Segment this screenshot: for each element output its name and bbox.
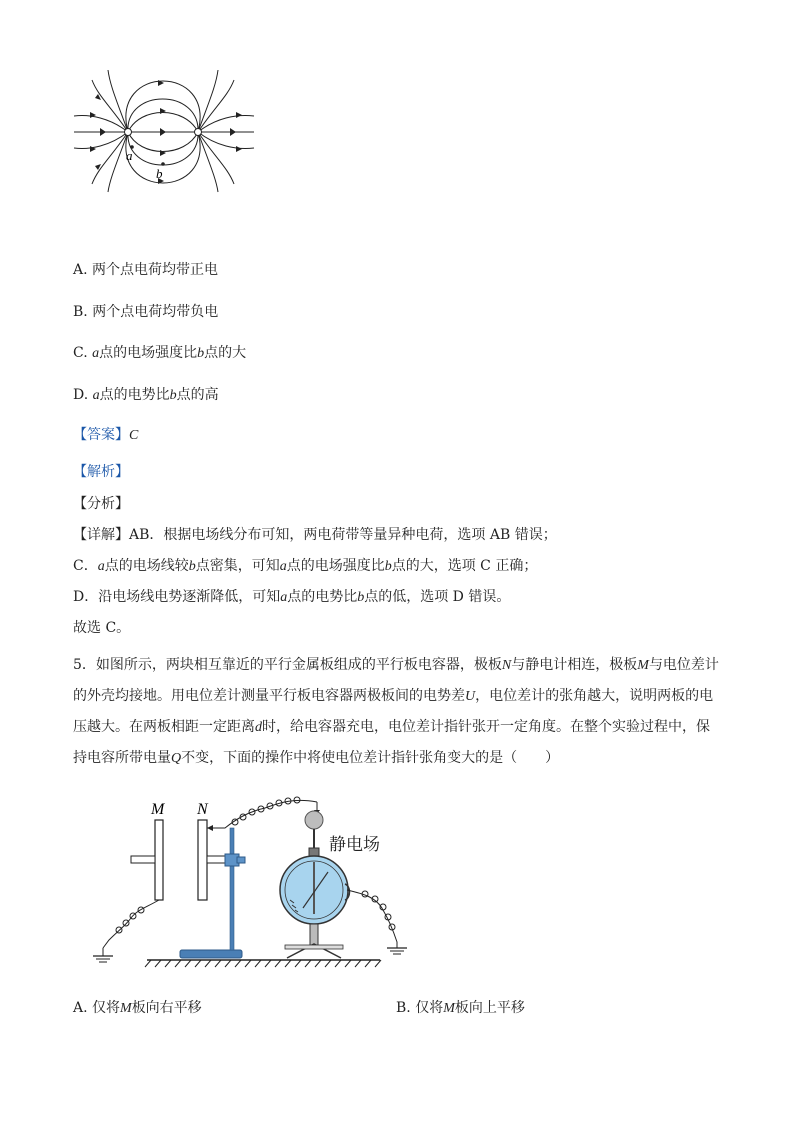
detail-text: 点的电场强度比 [286,558,385,574]
stem-text: ，电位差计的张角越大，说明两板的电压越大。在两板相距一定距离 [73,688,714,735]
detail-label: 【详解】 [73,527,129,543]
var-a: a [279,559,287,574]
arrow-icon [230,128,236,136]
option-letter: B. [396,1000,411,1016]
option-letter: A. [73,262,88,278]
field-lines-figure [70,68,260,193]
option-letter: B. [73,304,88,320]
arrow-icon [160,108,166,114]
capacitor-svg [85,790,415,975]
option-text: 两个点电荷均带正电 [92,262,219,278]
option-d[interactable] [73,385,219,406]
detail-line-2 [73,556,537,577]
option-text: 点的高 [176,387,219,403]
arrow-icon [160,128,166,136]
field-loop-mid-bottom [128,132,198,165]
var-b: b [384,559,392,574]
option-a[interactable] [73,260,218,280]
arrow-icon [236,146,242,152]
conclusion: 故选 C。 [73,620,131,636]
detail-text: D．沿电场线电势逐渐降低，可知 [73,589,281,605]
answer-value: C [129,428,139,443]
arrow-icon [236,112,242,118]
option-text: 板向上平移 [454,1000,525,1016]
stem-text: 不变，下面的操作中将使电位差计指针张角变大的是（ ） [181,750,560,766]
meter-knob [305,811,323,829]
arrow-icon [100,128,106,136]
detail-line-3 [73,587,510,608]
var-m: M [443,1001,455,1016]
q5-stem [73,650,723,774]
charge-right-icon [195,129,202,136]
option-text: 点的电势比 [99,387,170,403]
label-a: a [126,148,133,163]
var-a: a [280,590,288,605]
label-n: N [197,801,208,818]
option-text: 仅将 [415,1000,444,1016]
arrow-icon [160,150,166,156]
wire-to-meter [207,800,317,828]
answer-label: 【答案】 [73,427,129,443]
field-lines-svg [70,68,260,193]
var-m: M [120,1001,132,1016]
stem-text: 时，给电容器充电，电位差计指针张开一定角度。在整个实验过程中，保持电容所带电量 [73,719,710,766]
var-n: N [501,658,512,673]
capacitor-figure [85,790,415,975]
field-loop-mid-top [128,99,198,132]
q5-option-b[interactable] [396,998,525,1019]
option-text: 仅将 [92,1000,121,1016]
detail-text: C． [73,558,98,574]
ground-wire-m [103,900,159,948]
var-d: d [255,720,262,735]
option-text: 点的电场强度比 [99,345,198,361]
detail-text: 点密集，可知 [195,558,280,574]
plate-m [155,820,163,900]
option-c[interactable] [73,343,246,364]
var-q: Q [171,751,182,766]
fenxi-label: 【分析】 [73,496,129,512]
var-a: a [92,388,100,403]
answer-line [73,425,138,446]
label-b: b [156,166,163,181]
detail-text: AB．根据电场线分布可知，两电荷带等量异种电荷，选项 AB 错误； [129,527,557,543]
option-text: 点的大 [204,345,247,361]
plate-m-handle [131,856,155,863]
field-loop-inner-bottom [128,132,198,152]
option-text: 两个点电荷均带负电 [92,304,219,320]
stem-text: 如图所示，两块相互靠近的平行金属板组成的平行板电容器，极板 [95,657,502,673]
var-b: b [169,388,177,403]
q5-option-a[interactable] [73,998,202,1019]
stem-text: 与电位差计的外壳均接地。用电位差计测量平行板电容器两极板间的电势差 [73,657,719,704]
var-a: a [97,559,105,574]
option-letter: D. [73,387,89,403]
option-text: 板向右平移 [131,1000,202,1016]
var-b: b [197,346,205,361]
label-m: M [151,801,165,818]
var-b: b [188,559,196,574]
stand-base [180,950,242,958]
option-b[interactable] [73,302,218,322]
stand-pole [230,828,234,950]
arrow-icon [207,825,213,831]
var-m: M [637,658,649,673]
option-letter: C. [73,345,88,361]
detail-text: 点的大，选项 C 正确； [391,558,538,574]
field-loop-inner-top [128,113,198,133]
detail-text: 点的电势比 [287,589,358,605]
plate-n [198,820,207,900]
stem-text: 与静电计相连，极板 [511,657,638,673]
var-b: b [357,590,365,605]
field-loop-outer-bottom [126,132,200,183]
detail-text: 点的低，选项 D 错误。 [364,589,511,605]
var-u: U [465,689,476,704]
analysis-label: 【解析】 [73,464,129,480]
detail-line-1 [73,525,557,545]
option-letter: A. [73,1000,88,1016]
question-number: 5． [73,657,96,673]
charge-left-icon [125,129,132,136]
meter-label: 静电场 [329,835,380,854]
detail-text: 点的电场线较 [104,558,189,574]
var-a: a [92,346,100,361]
field-loop-outer-top [126,81,200,132]
